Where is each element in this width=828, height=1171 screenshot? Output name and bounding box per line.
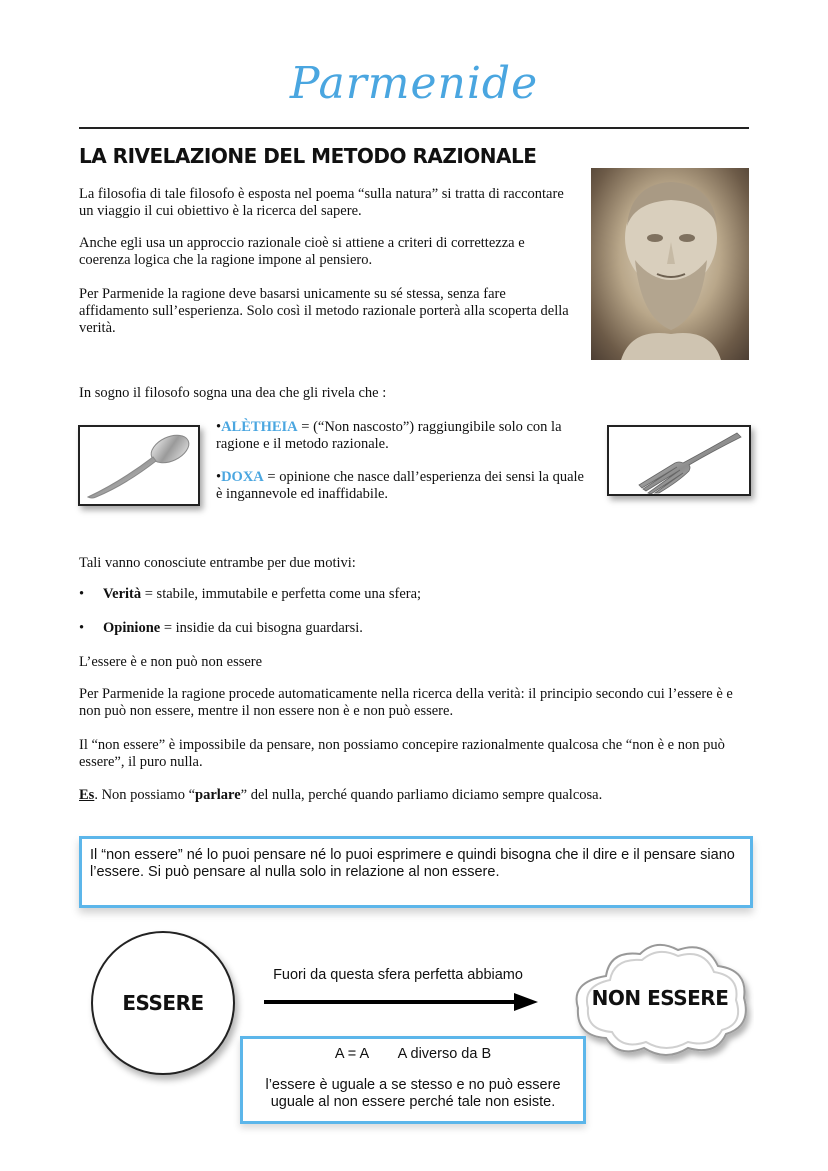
motive-text: = insidie da cui bisogna guardarsi. <box>160 620 363 636</box>
arrow-caption: Fuori da questa sfera perfetta abbiamo <box>273 967 523 983</box>
body-paragraph-1: Per Parmenide la ragione procede automaticamente nella ricerca della verità: il principio secondo cui l’essere è e non può non essere, mentre il non essere non è e non può essere. <box>79 686 733 719</box>
essere-label: ESSERE <box>122 991 204 1015</box>
formulas-row <box>243 1046 583 1062</box>
dream-intro: In sogno il filosofo sogna una dea che gli rivela che : <box>79 385 387 401</box>
title-divider <box>79 127 749 129</box>
motive-item-verita <box>79 586 421 603</box>
motive-term: Verità <box>103 586 142 602</box>
motive-text: = stabile, immutabile e perfetta come una sfera; <box>141 586 422 602</box>
example-label: Es <box>79 787 95 803</box>
identity-principle-box <box>240 1036 586 1124</box>
bust-illustration <box>591 168 749 360</box>
intro-paragraph-3: Per Parmenide la ragione deve basarsi unicamente su sé stessa, senza fare affidamento sull’esperienza. Solo così il metodo razionale porterà alla scoperta della verità. <box>79 286 569 336</box>
parmenides-bust-image <box>591 168 749 360</box>
example-text-pre: . Non possiamo “ <box>94 787 196 803</box>
aletheia-bullet: • <box>216 419 222 435</box>
formula-difference: A diverso da B <box>397 1046 492 1062</box>
page-title: Parmenide <box>289 58 539 109</box>
doxa-term: DOXA <box>221 469 264 485</box>
intro-paragraph-1: La filosofia di tale filosofo è esposta nel poema “sulla natura” si tratta di raccontare un viaggio il cui obiettivo è la ricerca del sapere. <box>79 186 564 219</box>
fork-icon <box>609 427 749 494</box>
non-essere-label: NON ESSERE <box>591 986 729 1010</box>
fork-image <box>607 425 751 496</box>
spoon-image <box>78 425 200 506</box>
non-essere-cloud <box>566 936 754 1064</box>
motive-item-opinione <box>79 620 363 637</box>
motive-term: Opinione <box>103 620 161 636</box>
intro-paragraph-2: Anche egli usa un approccio razionale cioè si attiene a criteri di correttezza e coerenza logica che la ragione impone al pensiero. <box>79 235 525 268</box>
aletheia-text: = (“Non nascosto”) raggiungibile solo con la ragione e il metodo razionale. <box>216 419 562 452</box>
bullet-marker: • <box>79 620 85 636</box>
bullet-marker: • <box>79 586 85 602</box>
quote-text: Il “non essere” né lo puoi pensare né lo puoi esprimere e quindi bisogna che il dire e il pensare siano l’essere. Si può pensare al nulla solo in relazione al non essere. <box>90 847 735 880</box>
example-text-post: ” del nulla, perché quando parliamo diciamo sempre qualcosa. <box>240 787 603 803</box>
example-line <box>79 787 751 804</box>
doxa-text: = opinione che nasce dall’esperienza dei sensi la quale è ingannevole ed inaffidabile. <box>216 469 584 502</box>
aletheia-term: ALÈTHEIA <box>221 419 298 435</box>
example-bold-word: parlare <box>195 787 241 803</box>
doxa-bullet: • <box>216 469 222 485</box>
body-paragraph-2: Il “non essere” è impossibile da pensare, non possiamo concepire razionalmente qualcosa che “non è e non può essere”, il puro nulla. <box>79 737 725 770</box>
formula-identity: A = A <box>334 1046 369 1062</box>
right-arrow-icon <box>262 990 542 1014</box>
doxa-definition <box>216 469 586 503</box>
quote-box <box>79 836 753 908</box>
section-heading: LA RIVELAZIONE DEL METODO RAZIONALE <box>79 144 537 168</box>
motives-intro: Tali vanno conosciute entrambe per due motivi: <box>79 555 356 571</box>
aletheia-definition <box>216 419 586 453</box>
identity-explanation: l’essere è uguale a se stesso e no può essere uguale al non essere perché tale non esiste. <box>265 1077 561 1110</box>
essere-circle <box>91 931 235 1075</box>
spoon-icon <box>80 427 198 504</box>
being-principle: L’essere è e non può non essere <box>79 654 263 670</box>
